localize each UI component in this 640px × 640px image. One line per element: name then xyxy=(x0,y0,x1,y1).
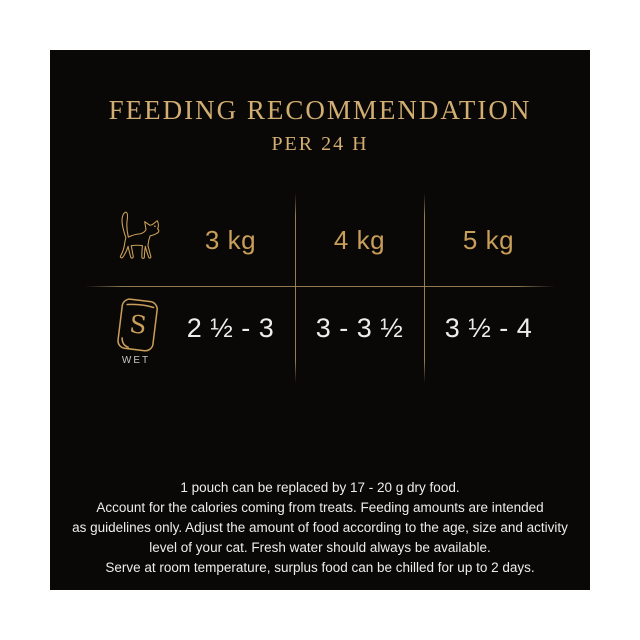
wet-portion-4kg: 3 - 3 ½ xyxy=(315,312,404,343)
advice-line: 1 pouch can be replaced by 17 - 20 g dry food. xyxy=(180,480,460,495)
advice-line: Account for the calories coming from treats. Feeding amounts are intended xyxy=(96,500,544,515)
wet-portion-5kg: 3 ½ - 4 xyxy=(444,312,533,343)
weight-4kg: 4 kg xyxy=(333,224,386,255)
advice-line: level of your cat. Fresh water should always be available. xyxy=(149,540,491,555)
feeding-recommendation-panel xyxy=(50,50,590,590)
weight-5kg: 5 kg xyxy=(462,224,515,255)
pouch-letter: S xyxy=(127,309,149,341)
panel-title: FEEDING RECOMMENDATION xyxy=(108,95,532,125)
wet-pouch-icon xyxy=(113,295,164,357)
weight-3kg: 3 kg xyxy=(204,224,257,255)
wet-portion-3kg: 2 ½ - 3 xyxy=(186,312,275,343)
panel-subtitle: PER 24 H xyxy=(271,133,369,155)
cat-icon xyxy=(106,205,170,273)
advice-line: as guidelines only. Adjust the amount of food according to the age, size and activity xyxy=(72,520,568,535)
wet-label: WET xyxy=(121,355,151,366)
feeding-advice xyxy=(50,478,590,578)
advice-line: Serve at room temperature, surplus food can be chilled for up to 2 days. xyxy=(105,560,535,575)
